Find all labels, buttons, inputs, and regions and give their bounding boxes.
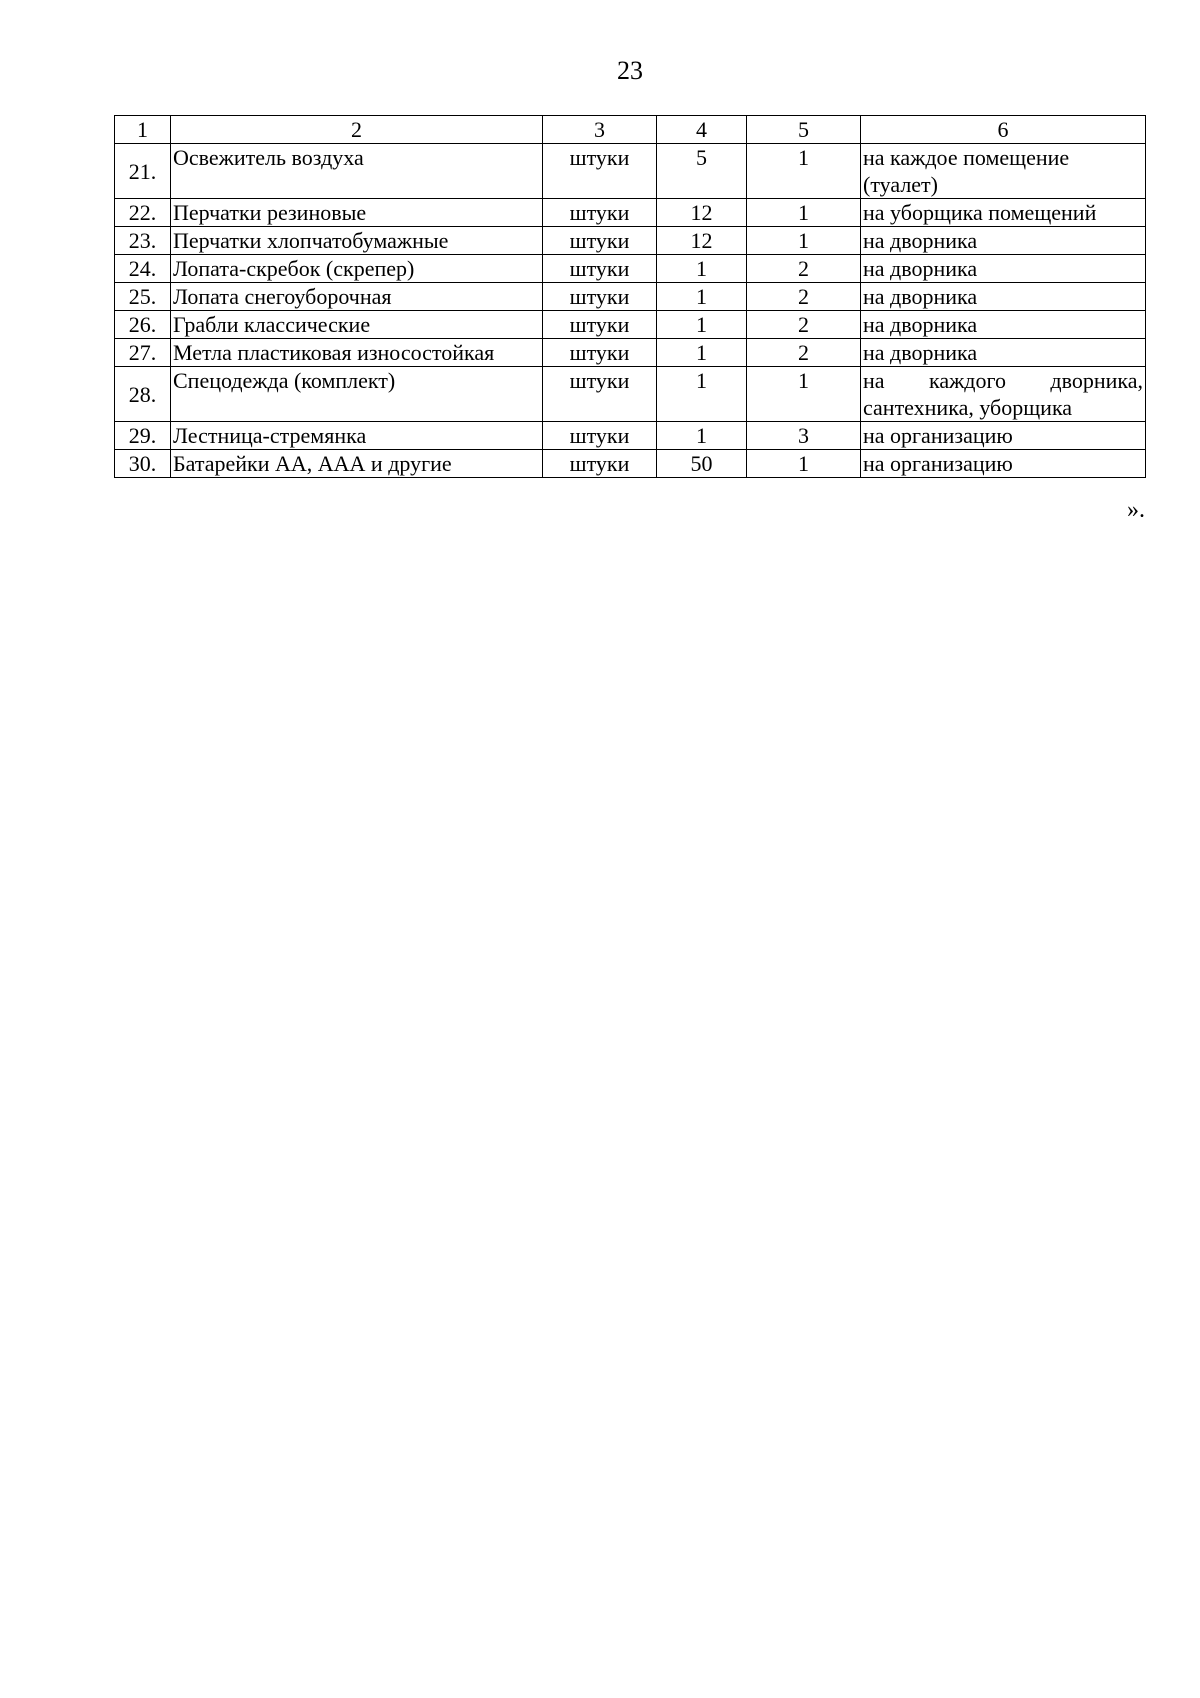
item-name: Лопата снегоуборочная [171, 283, 543, 311]
item-quantity: 1 [657, 283, 747, 311]
item-note: на уборщика помещений [861, 199, 1146, 227]
item-term: 1 [747, 450, 861, 478]
item-term: 2 [747, 311, 861, 339]
item-quantity: 1 [657, 311, 747, 339]
column-header: 3 [543, 116, 657, 144]
row-number: 30. [115, 450, 171, 478]
item-term: 2 [747, 283, 861, 311]
row-number: 22. [115, 199, 171, 227]
table-row [115, 367, 1146, 422]
item-quantity: 1 [657, 422, 747, 450]
item-quantity: 1 [657, 255, 747, 283]
item-note: на дворника [861, 311, 1146, 339]
item-name: Лестница-стремянка [171, 422, 543, 450]
table-row [115, 283, 1146, 311]
item-name: Перчатки хлопчатобумажные [171, 227, 543, 255]
item-term: 2 [747, 255, 861, 283]
table-row [115, 450, 1146, 478]
column-header: 4 [657, 116, 747, 144]
row-number: 23. [115, 227, 171, 255]
item-term: 1 [747, 199, 861, 227]
item-unit: штуки [543, 422, 657, 450]
item-unit: штуки [543, 450, 657, 478]
item-unit: штуки [543, 311, 657, 339]
column-header: 5 [747, 116, 861, 144]
item-quantity: 12 [657, 227, 747, 255]
column-header: 2 [171, 116, 543, 144]
item-unit: штуки [543, 283, 657, 311]
item-term: 3 [747, 422, 861, 450]
table-row [115, 255, 1146, 283]
table-header-row [115, 116, 1146, 144]
item-name: Освежитель воздуха [171, 144, 543, 199]
table-row [115, 144, 1146, 199]
item-unit: штуки [543, 255, 657, 283]
item-note: на дворника [861, 339, 1146, 367]
table-row [115, 199, 1146, 227]
row-number: 21. [115, 144, 171, 199]
table-row [115, 339, 1146, 367]
row-number: 26. [115, 311, 171, 339]
item-unit: штуки [543, 144, 657, 199]
item-quantity: 5 [657, 144, 747, 199]
row-number: 25. [115, 283, 171, 311]
column-header: 1 [115, 116, 171, 144]
item-note: на дворника [861, 255, 1146, 283]
item-term: 1 [747, 227, 861, 255]
item-quantity: 50 [657, 450, 747, 478]
item-unit: штуки [543, 339, 657, 367]
item-name: Метла пластиковая износостойкая [171, 339, 543, 367]
item-unit: штуки [543, 199, 657, 227]
item-quantity: 12 [657, 199, 747, 227]
closing-quote: ». [1127, 497, 1145, 523]
row-number: 27. [115, 339, 171, 367]
page-number: 23 [617, 56, 643, 85]
item-name: Батарейки АА, ААА и другие [171, 450, 543, 478]
item-note: на каждого дворника, сантехника, уборщика [861, 367, 1146, 422]
item-unit: штуки [543, 227, 657, 255]
item-note: на организацию [861, 450, 1146, 478]
item-quantity: 1 [657, 367, 747, 422]
item-quantity: 1 [657, 339, 747, 367]
item-name: Грабли классические [171, 311, 543, 339]
table-row [115, 227, 1146, 255]
item-note: на каждое помещение (туалет) [861, 144, 1146, 199]
row-number: 24. [115, 255, 171, 283]
item-name: Перчатки резиновые [171, 199, 543, 227]
item-unit: штуки [543, 367, 657, 422]
item-name: Спецодежда (комплект) [171, 367, 543, 422]
column-header: 6 [861, 116, 1146, 144]
table-row [115, 422, 1146, 450]
item-name: Лопата-скребок (скрепер) [171, 255, 543, 283]
supply-table [114, 115, 1146, 478]
item-note: на организацию [861, 422, 1146, 450]
item-term: 1 [747, 144, 861, 199]
item-note: на дворника [861, 227, 1146, 255]
item-term: 1 [747, 367, 861, 422]
row-number: 28. [115, 367, 171, 422]
item-note: на дворника [861, 283, 1146, 311]
item-term: 2 [747, 339, 861, 367]
row-number: 29. [115, 422, 171, 450]
table-row [115, 311, 1146, 339]
